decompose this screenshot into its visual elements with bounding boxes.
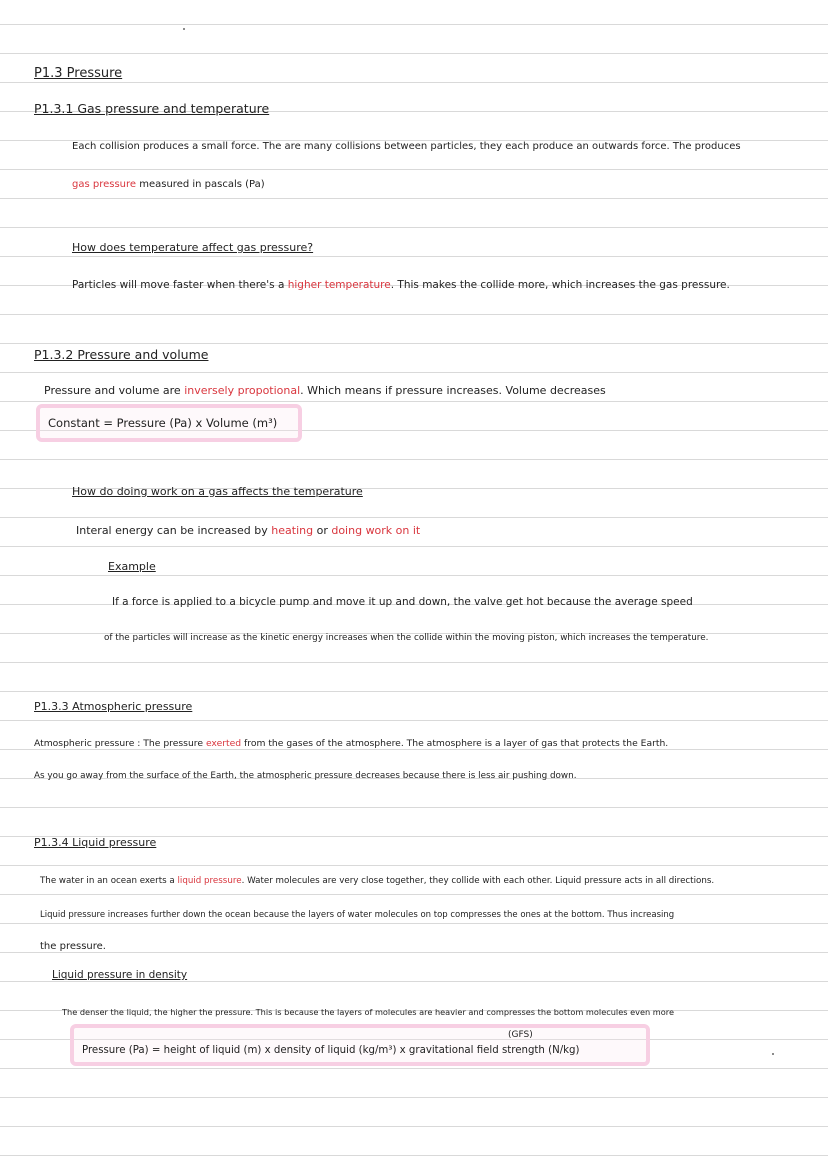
section-heading-gas-pressure: P1.3.1 Gas pressure and temperature bbox=[34, 101, 270, 116]
text-span: Particles will move faster when there's a bbox=[72, 279, 288, 291]
paragraph-line: The denser the liquid, the higher the pressure. This is because the layers of molecules are heavier and compresses the bottom molecules even more bbox=[62, 1007, 675, 1017]
keyword-gas-pressure: gas pressure bbox=[72, 179, 137, 190]
question-heading: How does temperature affect gas pressure? bbox=[72, 241, 314, 254]
section-heading-atmospheric: P1.3.3 Atmospheric pressure bbox=[34, 700, 193, 713]
section-heading-liquid-pressure: P1.3.4 Liquid pressure bbox=[34, 836, 157, 849]
keyword-heating: heating bbox=[271, 524, 314, 537]
page-title: P1.3 Pressure bbox=[34, 66, 123, 81]
text-span: measured in pascals (Pa) bbox=[136, 179, 265, 190]
text-span: The water in an ocean exerts a bbox=[40, 876, 178, 886]
keyword-inversely-proportional: inversely propotional bbox=[184, 384, 301, 397]
text-span: from the gases of the atmosphere. The atmosphere is a layer of gas that protects the Earth. bbox=[241, 738, 669, 749]
paragraph-line: Liquid pressure increases further down the ocean because the layers of water molecules on top compresses the ones at the bottom. Thus increasing bbox=[40, 910, 675, 920]
paragraph-line: the pressure. bbox=[40, 941, 106, 952]
text-span: . Which means if pressure increases. Volume decreases bbox=[300, 384, 606, 397]
text-span: Pressure and volume are bbox=[44, 384, 185, 397]
keyword-liquid-pressure: liquid pressure bbox=[177, 876, 242, 886]
question-heading: How do doing work on a gas affects the temperature bbox=[72, 485, 363, 498]
text-span: . Water molecules are very close together, they collide with each other. Liquid pressure acts in all directions. bbox=[241, 876, 715, 886]
keyword-doing-work: doing work on it bbox=[331, 524, 421, 537]
section-heading-pressure-volume: P1.3.2 Pressure and volume bbox=[34, 347, 209, 362]
paragraph-line: Each collision produces a small force. The are many collisions between particles, they each produce an outwards force. The produces bbox=[72, 141, 741, 152]
paragraph-line bbox=[40, 874, 714, 888]
paragraph-line bbox=[72, 178, 265, 192]
paragraph-line bbox=[34, 737, 668, 751]
paragraph-line bbox=[76, 524, 420, 538]
paragraph-line bbox=[72, 278, 730, 292]
text-span: . This makes the collide more, which increases the gas pressure. bbox=[390, 279, 730, 291]
paper-dot bbox=[772, 1053, 774, 1055]
example-label: Example bbox=[108, 560, 156, 573]
keyword-higher-temperature: higher temperature bbox=[287, 279, 391, 291]
text-span: Atmospheric pressure : The pressure bbox=[34, 738, 206, 749]
formula-pressure-volume: Constant = Pressure (Pa) x Volume (m³) bbox=[48, 416, 278, 430]
text-span: or bbox=[313, 524, 332, 537]
paragraph-line: As you go away from the surface of the Earth, the atmospheric pressure decreases because there is less air pushing down. bbox=[34, 771, 577, 781]
gfs-label: (GFS) bbox=[508, 1030, 533, 1040]
formula-liquid-pressure: Pressure (Pa) = height of liquid (m) x density of liquid (kg/m³) x gravitational field strength (N/kg) bbox=[82, 1045, 580, 1056]
keyword-exerted: exerted bbox=[205, 738, 242, 749]
sub-heading-liquid-density: Liquid pressure in density bbox=[52, 969, 188, 981]
text-span: Interal energy can be increased by bbox=[76, 524, 272, 537]
paragraph-line: If a force is applied to a bicycle pump and move it up and down, the valve get hot because the average speed bbox=[112, 596, 693, 608]
paper-dot bbox=[183, 28, 185, 30]
paragraph-line: of the particles will increase as the kinetic energy increases when the collide within the moving piston, which increases the temperature. bbox=[104, 633, 709, 643]
paragraph-line bbox=[44, 384, 606, 398]
